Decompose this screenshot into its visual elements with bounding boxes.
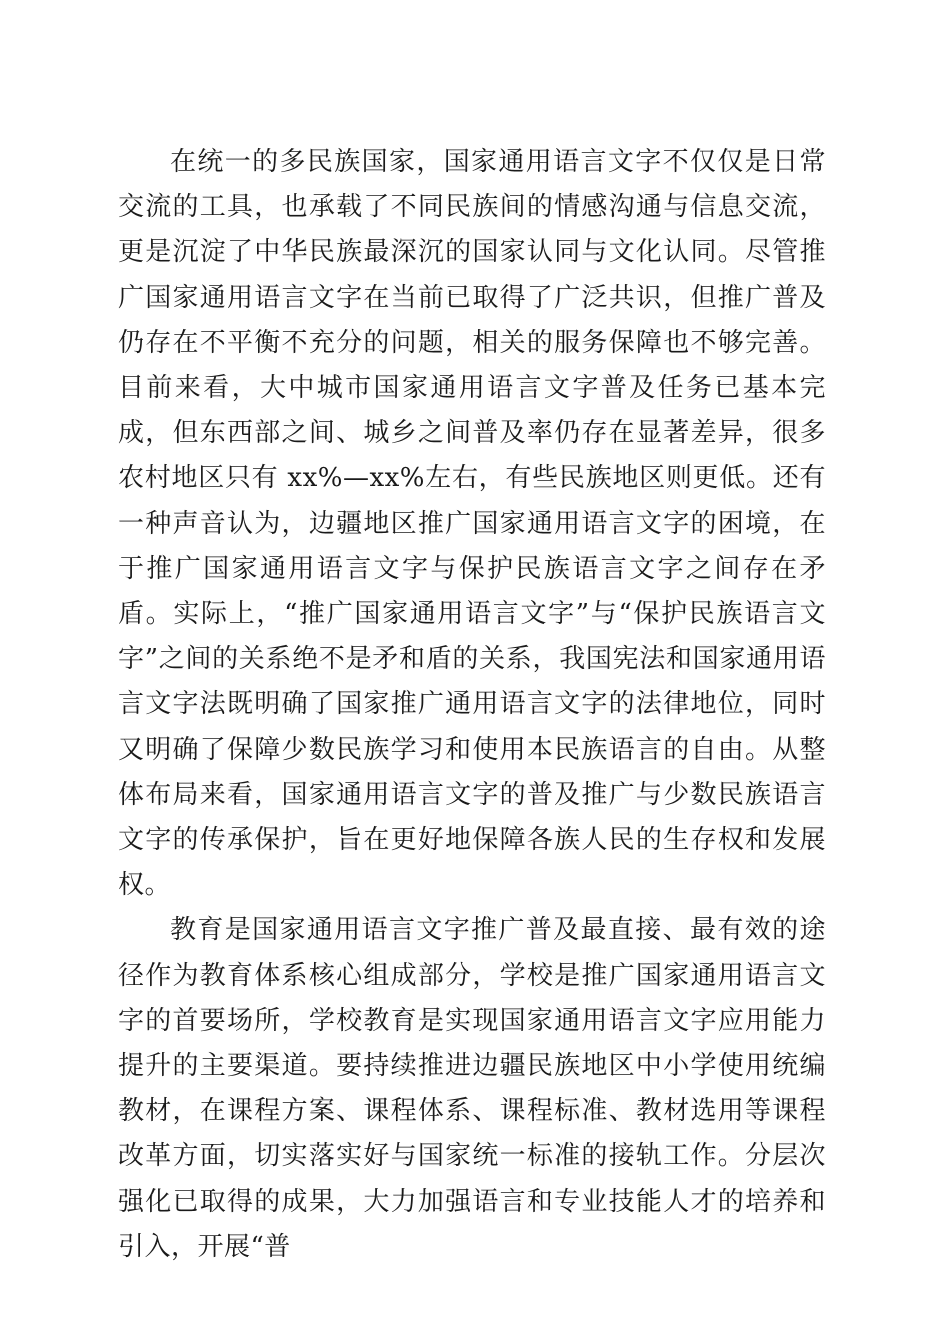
paragraph-2: 教育是国家通用语言文字推广普及最直接、最有效的途径作为教育体系核心组成部分，学校是推广国家通用语言文字的首要场所，学校教育是实现国家通用语言文字应用能力提升的主要渠道。要持续推进边疆民族地区中小学使用统编教材，在课程方案、课程体系、课程标准、教材选用等课程改革方面，切实落实好与国家统一标准的接轨工作。分层次强化已取得的成果，大力加强语言和专业技能人才的培养和引入，开展“普 bbox=[118, 915, 826, 1262]
paragraph-1: 在统一的多民族国家，国家通用语言文字不仅仅是日常交流的工具，也承载了不同民族间的情感沟通与信息交流，更是沉淀了中华民族最深沉的国家认同与文化认同。尽管推广国家通用语言文字在当前已取得了广泛共识，但推广普及仍存在不平衡不充分的问题，相关的服务保障也不够完善。目前来看，大中城市国家通用语言文字普及任务已基本完成，但东西部之间、城乡之间普及率仍存在显著差异，很多农村地区只有 xx%—xx%左右，有些民族地区则更低。还有一种声音认为，边疆地区推广国家通用语言文字的困境，在于推广国家通用语言文字与保护民族语言文字之间存在矛盾。实际上，“推广国家通用语言文字”与“保护民族语言文字”之间的关系绝不是矛和盾的关系，我国宪法和国家通用语言文字法既明确了国家推广通用语言文字的法律地位，同时又明确了保障少数民族学习和使用本民族语言的自由。从整体布局来看，国家通用语言文字的普及推广与少数民族语言文字的传承保护，旨在更好地保障各族人民的生存权和发展权。 bbox=[118, 147, 826, 901]
document-body bbox=[118, 140, 826, 1270]
